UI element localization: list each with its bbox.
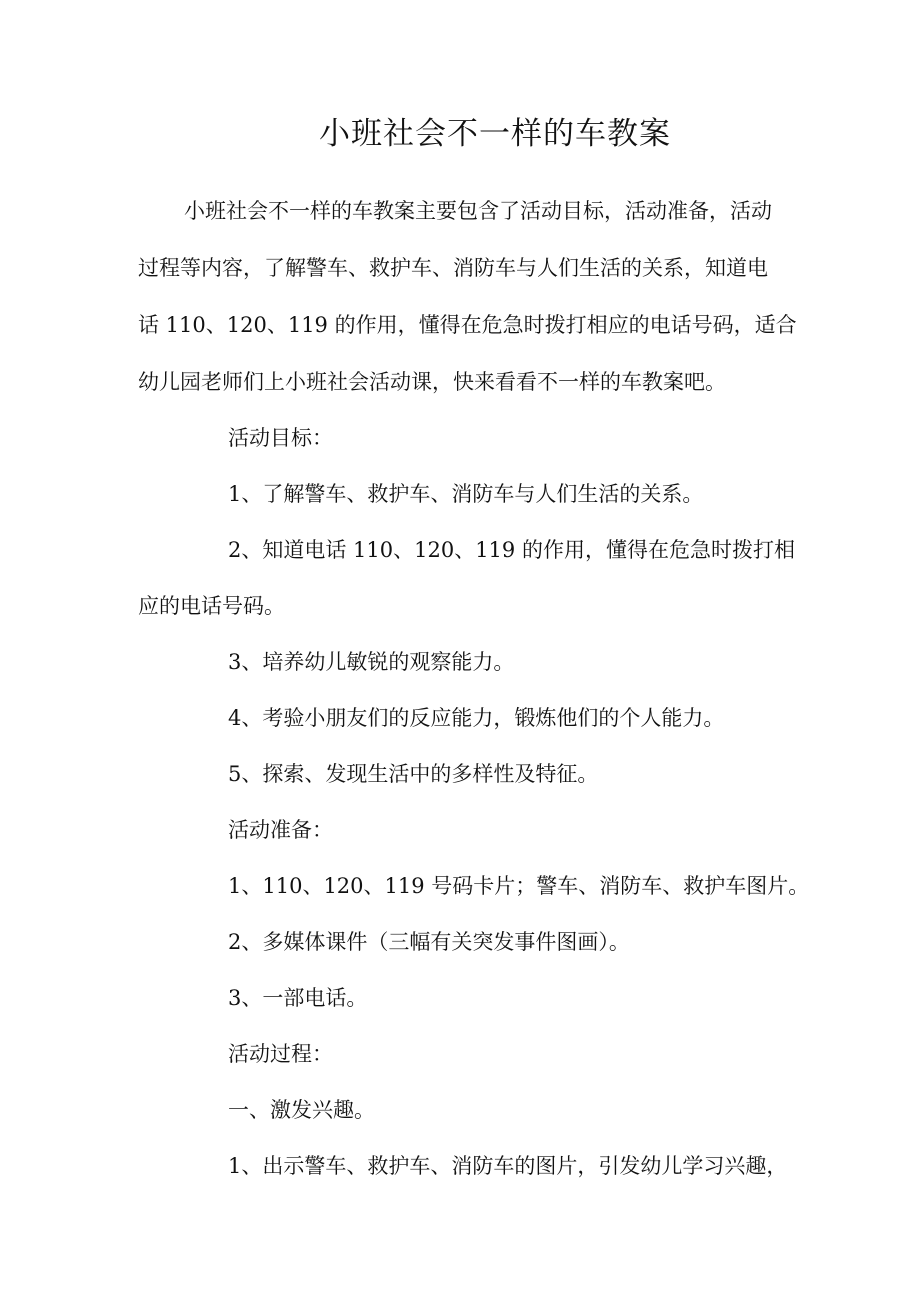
goal-item-4: 4、考验小朋友们的反应能力，锻炼他们的个人能力。 bbox=[228, 706, 725, 730]
intro-paragraph-line-2: 过程等内容，了解警车、救护车、消防车与人们生活的关系，知道电 bbox=[138, 256, 768, 280]
preparation-heading: 活动准备： bbox=[228, 818, 333, 842]
intro-paragraph-line-1: 小班社会不一样的车教案主要包含了活动目标，活动准备，活动 bbox=[184, 199, 772, 223]
goal-item-2-line-1: 2、知道电话 110、120、119 的作用，懂得在危急时拨打相 bbox=[228, 538, 795, 562]
preparation-item-3: 3、一部电话。 bbox=[228, 986, 368, 1010]
goals-heading: 活动目标： bbox=[228, 426, 333, 450]
process-section-1: 一、激发兴趣。 bbox=[228, 1098, 375, 1122]
document-title: 小班社会不一样的车教案 bbox=[319, 116, 671, 152]
goal-item-5: 5、探索、发现生活中的多样性及特征。 bbox=[228, 762, 599, 786]
goal-item-2-line-2: 应的电话号码。 bbox=[138, 594, 285, 618]
preparation-item-2: 2、多媒体课件（三幅有关突发事件图画）。 bbox=[228, 930, 630, 954]
preparation-item-1: 1、110、120、119 号码卡片；警车、消防车、救护车图片。 bbox=[228, 874, 810, 898]
intro-paragraph-line-4: 幼儿园老师们上小班社会活动课，快来看看不一样的车教案吧。 bbox=[138, 370, 726, 394]
goal-item-3: 3、培养幼儿敏锐的观察能力。 bbox=[228, 650, 515, 674]
process-heading: 活动过程： bbox=[228, 1042, 333, 1066]
process-item-1: 1、出示警车、救护车、消防车的图片，引发幼儿学习兴趣， bbox=[228, 1154, 788, 1178]
goal-item-1: 1、了解警车、救护车、消防车与人们生活的关系。 bbox=[228, 482, 704, 506]
intro-paragraph-line-3: 话 110、120、119 的作用，懂得在危急时拨打相应的电话号码，适合 bbox=[138, 313, 797, 337]
